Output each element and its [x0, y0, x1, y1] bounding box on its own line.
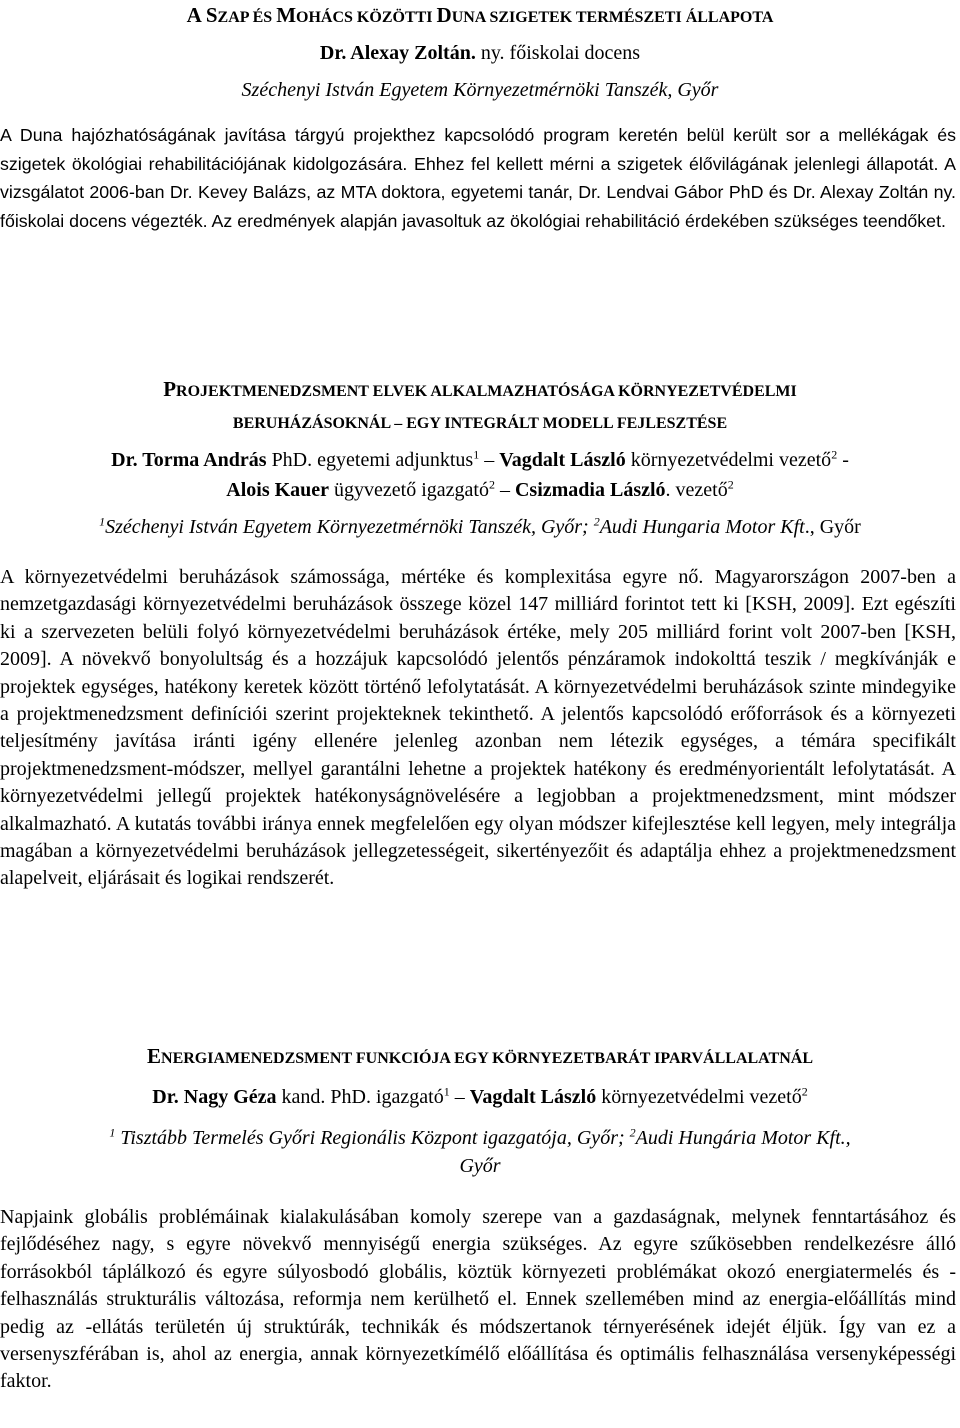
section3-authors: Dr. Nagy Géza kand. PhD. igazgató$^1$ – Vagdalt László környezetvédelmi vezető$^2$: [152, 1084, 808, 1108]
section3-abstract: Napjaink globális problémáinak kialakulásában komoly szerepe van a gazdaságnak, melynek fenntartásához és fejlődéséhez nagy, s egyre növekvő mennyiségű energia szükséges. Az egyre szűkösebben rendelkezésre álló forrásokból táplálkozó és egyre súlyosbodó globális, köztük környezeti problémákat okozó energiatermelés és -felhasználás strukturális változása, reformja nem kerülhető el. Ennek szellemében mind az energia-előállítás mind pedig az -ellátás területén új struktúrák, technikák és módszertanok térnyerésének idejét éljük. Így van ez a versenyszférában is, ahol az energia, annak környezetkímélő előállítása és optimális felhasználása versenyképességi faktor.: [0, 1206, 956, 1393]
author-kauer: Alois Kauer: [226, 479, 330, 501]
author-torma: Dr. Torma András: [111, 449, 267, 471]
section3-affiliation: $^1$ Tisztább Termelés Győri Regionális Központ igazgatója, Győr; $^2$Audi Hungária Motor Kft., Győr: [109, 1125, 851, 1177]
author-vagdalt: Vagdalt László: [499, 449, 626, 471]
section2-authors: Dr. Torma András PhD. egyetemi adjunktus$^1$ – Vagdalt László környezetvédelmi vezető$^2$ - Alois Kauer ügyvezető igazgató$^2$ – Csizmadia László. vezető$^2$: [111, 447, 849, 501]
section3-title: ENERGIAMENEDZSMENT FUNKCIÓJA EGY KÖRNYEZETBARÁT IPARVÁLLALATNÁL: [147, 1044, 813, 1068]
section1-title: A SZAP ÉS MOHÁCS KÖZÖTTI DUNA SZIGETEK TERMÉSZETI ÁLLAPOTA: [186, 3, 774, 27]
section1-abstract: A Duna hajózhatóságának javítása tárgyú projekthez kapcsolódó program keretén belül került sor a mellékágak és szigetek ökológiai rehabilitációjának kidolgozására. Ehhez fel kellett mérni a szigetek élővilágának jelenlegi állapotát. A vizsgálatot 2006-ban Dr. Kevey Balázs, az MTA doktora, egyetemi tanár, Dr. Lendvai Gábor PhD és Dr. Alexay Zoltán ny. főiskolai docens végezték. Az eredmények alapján javasoltuk az ökológiai rehabilitáció érdekében szükséges teendőket.: [0, 125, 956, 231]
section2-title: PROJEKTMENEDZSMENT ELVEK ALKALMAZHATÓSÁGA KÖRNYEZETVÉDELMI BERUHÁZÁSOKNÁL – EGY INTEGRÁLT MODELL FEJLESZTÉSE: [163, 377, 797, 432]
section2-abstract: A környezetvédelmi beruházások számossága, mértéke és komplexitása egyre nő. Magyarországon 2007-ben a nemzetgazdasági környezetvédelmi beruházások összege közel 147 milliárd forintot tett ki [KSH, 2009]. Ezt egészíti ki a szervezeten belüli folyó környezetvédelmi beruházások értéke, mely 205 milliárd forint volt 2007-ben [KSH, 2009]. A növekvő bonyolultság és a hozzájuk kapcsolódó jelentős pénzáramok indokolttá teszik / megkívánják e projektek egységes, hatékony keretek között történő lefolytatását. A környezetvédelmi beruházások szinte mindegyike a projektmenedzsment definíciói szerint projekteknek tekinthető. A jelentős kapcsolódó erőforrások és a környezeti teljesítmény javítása iránti igény ellenére jelenleg azonban nem létezik egységes, a témára specifikált projektmenedzsment-módszer, mellyel garantálni lehetne a projektek hatékony és eredményorientált lefolytatását. A környezetvédelmi jellegű projektek hatékonyságnövelésére a legjobban a projektmenedzsment, mint módszer alkalmazható. A kutatás további iránya ennek megfelelően egy olyan módszer kifejlesztése kell legyen, mely integrálja magában a környezetvédelmi beruházások jellegzetességeit, sikertényezőit és adaptálja ehhez a projektmenedzsment alapelveit, eljárásait és logikai rendszerét.: [0, 566, 956, 890]
section1-author-name: Dr. Alexay Zoltán.: [319, 42, 476, 64]
section2-affiliation: $^1$Széchenyi István Egyetem Környezetmérnöki Tanszék, Győr; $^2$Audi Hungaria Motor Kft., Győr: [99, 514, 861, 538]
author-vagdalt-2: Vagdalt László: [469, 1086, 597, 1108]
section1-affiliation: Széchenyi István Egyetem Környezetmérnöki Tanszék, Győr: [241, 79, 719, 101]
section1-author: Dr. Alexay Zoltán. ny. főiskolai docens: [319, 42, 641, 64]
author-csizmadia: Csizmadia László: [514, 479, 666, 501]
author-nagy: Dr. Nagy Géza: [152, 1086, 277, 1108]
